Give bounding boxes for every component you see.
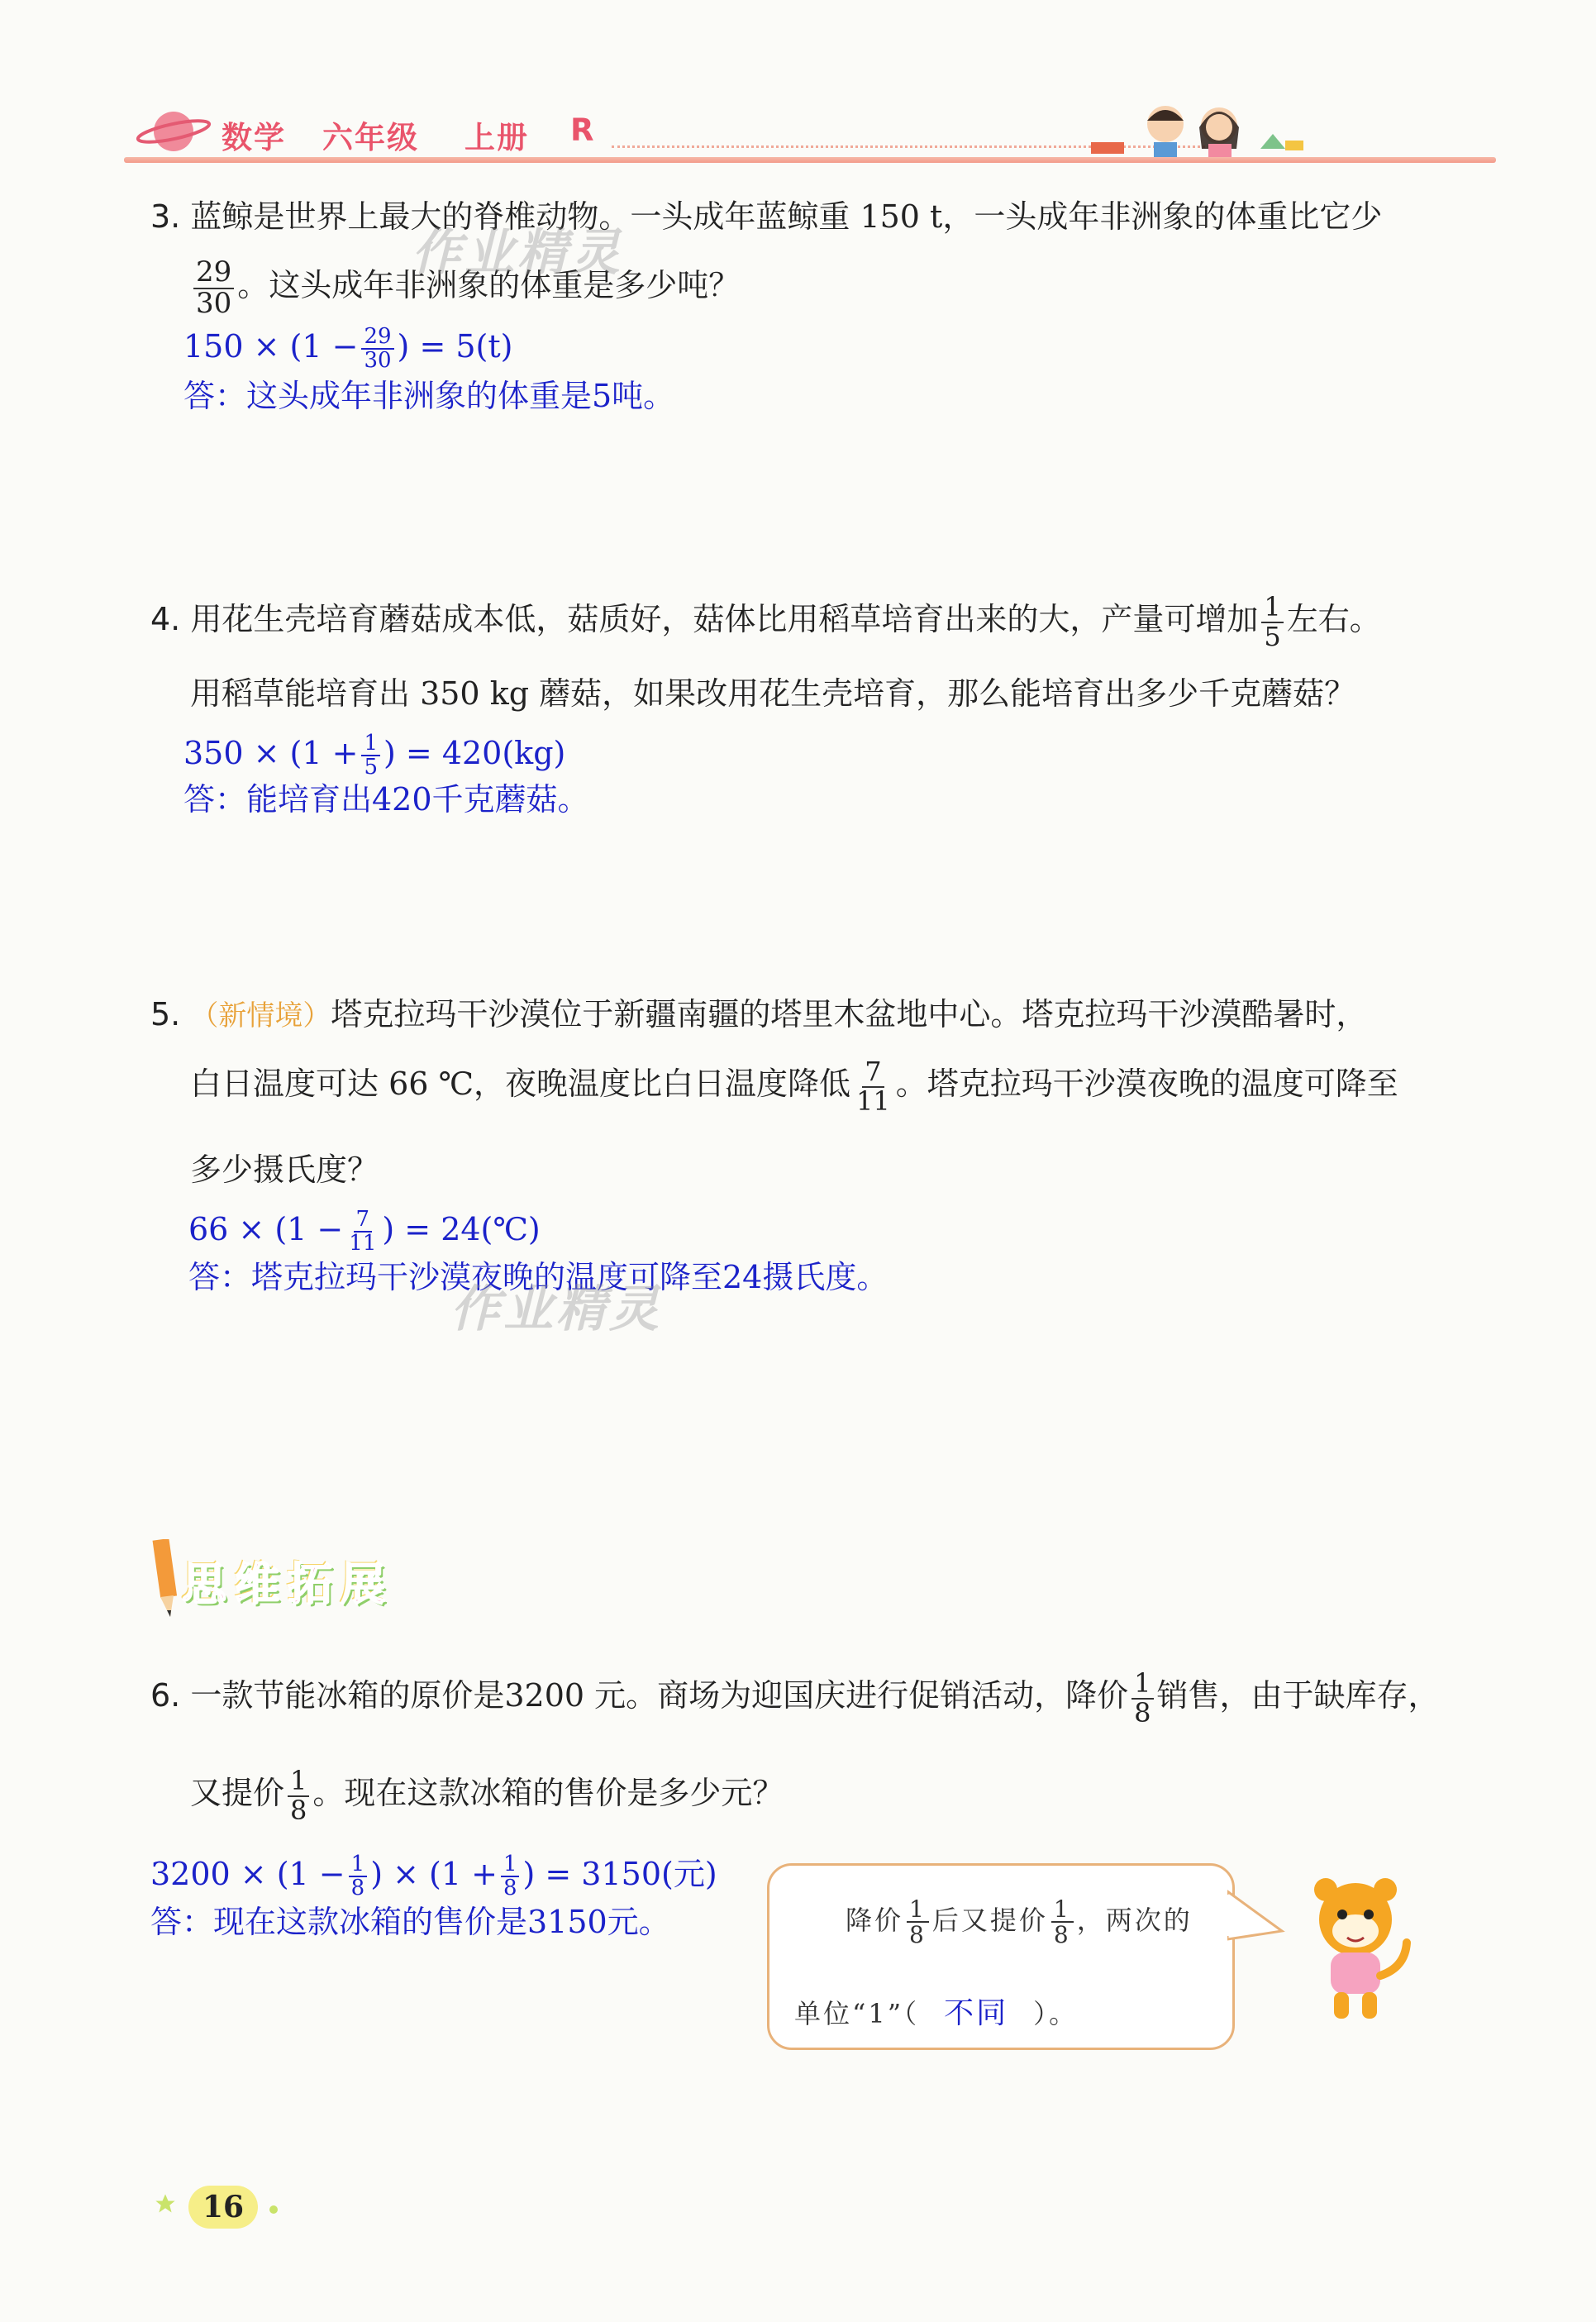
question-5-line-3: 多少摄氏度？ xyxy=(190,1151,379,1188)
bubble-tail xyxy=(1227,1890,1285,1956)
header-subject: 数学 xyxy=(222,120,286,155)
watermark: 作业精灵 xyxy=(412,224,623,282)
question-4-line-2: 用稻草能培育出 350 kg 蘑菇，如果改用花生壳培育，那么能培育出多少千克蘑菇？ xyxy=(190,675,1356,712)
section-banner xyxy=(149,1539,422,1619)
header-rule xyxy=(124,157,1496,163)
pencil-icon xyxy=(149,1539,182,1619)
answer-4-text: 答：能培育出420千克蘑菇。 xyxy=(183,781,589,818)
question-text: 蓝鲸是世界上最大的脊椎动物。一头成年蓝鲸重 150 t，一头成年非洲象的体重比它少 xyxy=(190,198,1383,235)
question-text: 塔克拉玛干沙漠位于新疆南疆的塔里木盆地中心。塔克拉玛干沙漠酷暑时， xyxy=(331,996,1368,1032)
answer-6-text: 答：现在这款冰箱的售价是3150元。 xyxy=(150,1904,670,1940)
question-number: 5. xyxy=(150,996,181,1032)
answer-3-equation: 150 × (1 − $\frac{29}{30}$ ) = 5(t) xyxy=(183,324,513,374)
fraction: $\frac{29}{30}$ xyxy=(193,258,234,318)
star-icon xyxy=(154,2192,177,2215)
question-3-line-1 xyxy=(150,198,1383,235)
children-illustration-icon xyxy=(1091,99,1306,165)
answer-5-text: 答：塔克拉玛干沙漠夜晚的温度可降至24摄氏度。 xyxy=(188,1259,889,1295)
question-5-line-2: 白日温度可达 66 ℃，夜晚温度比白日温度降低 $\frac{7}{11}$ 。塔克拉玛干沙漠夜晚的温度可降至 xyxy=(190,1056,1398,1117)
header-grade: 六年级 xyxy=(322,120,419,155)
question-6-line-2: 又提价 $\frac{1}{8}$ 。现在这款冰箱的售价是多少元？ xyxy=(190,1765,784,1826)
planet-icon xyxy=(136,106,212,157)
question-5-line-1 xyxy=(150,996,1368,1032)
hint-answer: 不同 xyxy=(944,1996,1009,2030)
page-number: 16 xyxy=(188,2186,258,2229)
fraction: $\frac{7}{11}$ xyxy=(856,1056,890,1117)
section-title: 思维拓展 xyxy=(182,1558,393,1610)
fraction: $\frac{1}{8}$ xyxy=(1131,1670,1153,1727)
answer-3-text: 答：这头成年非洲象的体重是5吨。 xyxy=(183,378,675,414)
question-number: 3. xyxy=(150,198,181,235)
dot-decoration xyxy=(269,2205,278,2214)
question-4-line-1: 4. 用花生壳培育蘑菇成本低，菇质好，菇体比用稻草培育出来的大，产量可增加 $\frac{1}{5}$ 左右。 xyxy=(150,591,1381,652)
question-6-line-1: 6. 一款节能冰箱的原价是3200 元。商场为迎国庆进行促销活动，降价 $\frac{1}{8}$ 销售，由于缺库存， xyxy=(150,1667,1440,1728)
question-text: 。这头成年非洲象的体重是多少吨？ xyxy=(237,267,741,304)
fraction: $\frac{1}{5}$ xyxy=(1261,594,1283,651)
question-text: 用花生壳培育蘑菇成本低，菇质好，菇体比用稻草培育出来的大，产量可增加 xyxy=(190,601,1259,638)
answer-6-equation: 3200 × (1 − $\frac{1}{8}$ ) × (1 + $\frac{1}{8}$ ) = 3150(元) xyxy=(150,1852,717,1901)
question-number: 6. xyxy=(150,1677,181,1714)
question-number: 4. xyxy=(150,601,181,638)
hint-line-2: 单位“1”（ 不同 ）。 xyxy=(794,1996,1079,2030)
header-volume: 上册 xyxy=(465,120,529,155)
answer-5-equation: 66 × (1 − $\frac{7}{11}$ ) = 24(℃) xyxy=(188,1207,541,1256)
hint-bubble xyxy=(767,1863,1235,2050)
header-edition: R xyxy=(570,112,596,148)
fraction: $\frac{1}{8}$ xyxy=(288,1767,309,1824)
hint-line-1: 降价 $\frac{1}{8}$ 后又提价 $\frac{1}{8}$ ，两次的 xyxy=(846,1895,1193,1949)
header xyxy=(124,99,1496,174)
answer-4-equation: 350 × (1 + $\frac{1}{5}$ ) = 420(kg) xyxy=(183,731,566,780)
new-context-tag: （新情境） xyxy=(190,999,331,1032)
tiger-mascot-icon xyxy=(1298,1876,1413,2025)
watermark: 作业精灵 xyxy=(450,1280,662,1338)
question-text: 一款节能冰箱的原价是3200 元。商场为迎国庆进行促销活动，降价 xyxy=(190,1677,1129,1714)
